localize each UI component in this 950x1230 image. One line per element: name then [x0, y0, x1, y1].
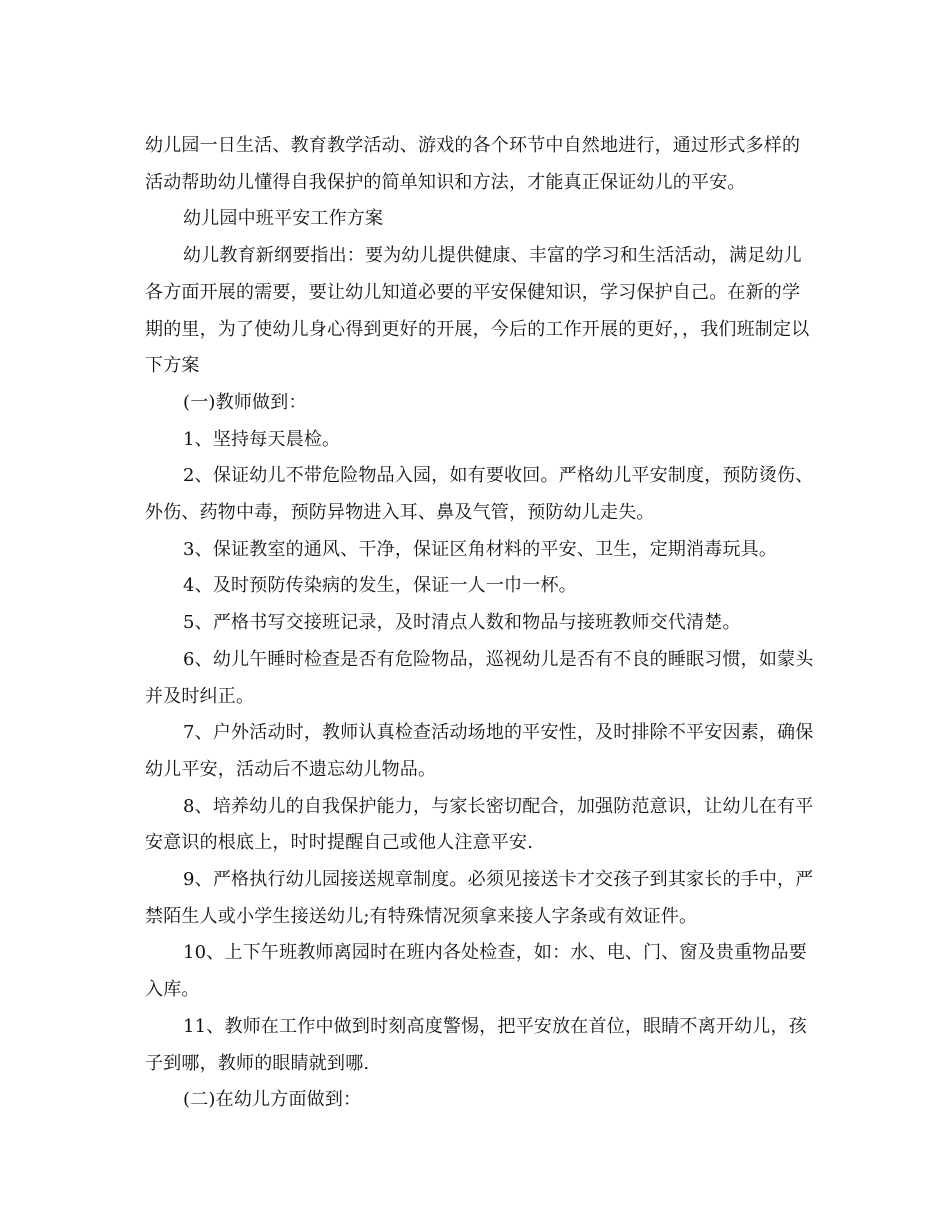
list-item-6: 6、幼儿午睡时检查是否有危险物品，巡视幼儿是否有不良的睡眠习惯，如蒙头并及时纠正。: [145, 648, 814, 707]
list-item-1: 1、坚持每天晨检。: [183, 428, 341, 450]
list-item-2: 2、保证幼儿不带危险物品入园，如有要收回。严格幼儿平安制度，预防烫伤、外伤、药物中毒，预防异物进入耳、鼻及气管，预防幼儿走失。: [145, 465, 814, 524]
list-item-7: 7、户外活动时，教师认真检查活动场地的平安性，及时排除不平安因素，确保幼儿平安，活动后不遗忘幼儿物品。: [145, 722, 814, 780]
list-item-5: 5、严格书写交接班记录，及时清点人数和物品与接班教师交代清楚。: [183, 612, 741, 634]
list-item-10: 10、上下午班教师离园时在班内各处检查，如：水、电、门、窗及贵重物品要入库。: [145, 942, 807, 1001]
list-item-11: 11、教师在工作中做到时刻高度警惕，把平安放在首位，眼睛不离开幼儿，孩子到哪，教师的眼睛就到哪.: [145, 1015, 807, 1074]
paragraph-overview: 幼儿教育新纲要指出：要为幼儿提供健康、丰富的学习和生活活动，满足幼儿各方面开展的需要，要让幼儿知道必要的平安保健知识，学习保护自己。在新的学期的里，为了使幼儿身心得到更好的开展，今后的工作开展的更好，，我们班制定以下方案: [145, 245, 810, 377]
subsection-heading-children: (二)在幼儿方面做到：: [183, 1089, 362, 1111]
list-item-4: 4、及时预防传染病的发生，保证一人一巾一杯。: [183, 575, 577, 597]
list-item-3: 3、保证教室的通风、干净，保证区角材料的平安、卫生，定期消毒玩具。: [183, 538, 778, 560]
paragraph-intro-continuation: 幼儿园一日生活、教育教学活动、游戏的各个环节中自然地进行，通过形式多样的活动帮助幼儿懂得自我保护的简单知识和方法，才能真正保证幼儿的平安。: [145, 135, 801, 193]
document-body: [145, 128, 815, 1119]
list-item-9: 9、严格执行幼儿园接送规章制度。必须见接送卡才交孩子到其家长的手中，严禁陌生人或小学生接送幼儿;有特殊情况须拿来接人字条或有效证件。: [145, 869, 814, 927]
section-title: 幼儿园中班平安工作方案: [183, 208, 384, 230]
subsection-heading-teachers: (一)教师做到：: [183, 391, 307, 413]
list-item-8: 8、培养幼儿的自我保护能力，与家长密切配合，加强防范意识，让幼儿在有平安意识的根底上，时时提醒自己或他人注意平安.: [145, 795, 814, 854]
